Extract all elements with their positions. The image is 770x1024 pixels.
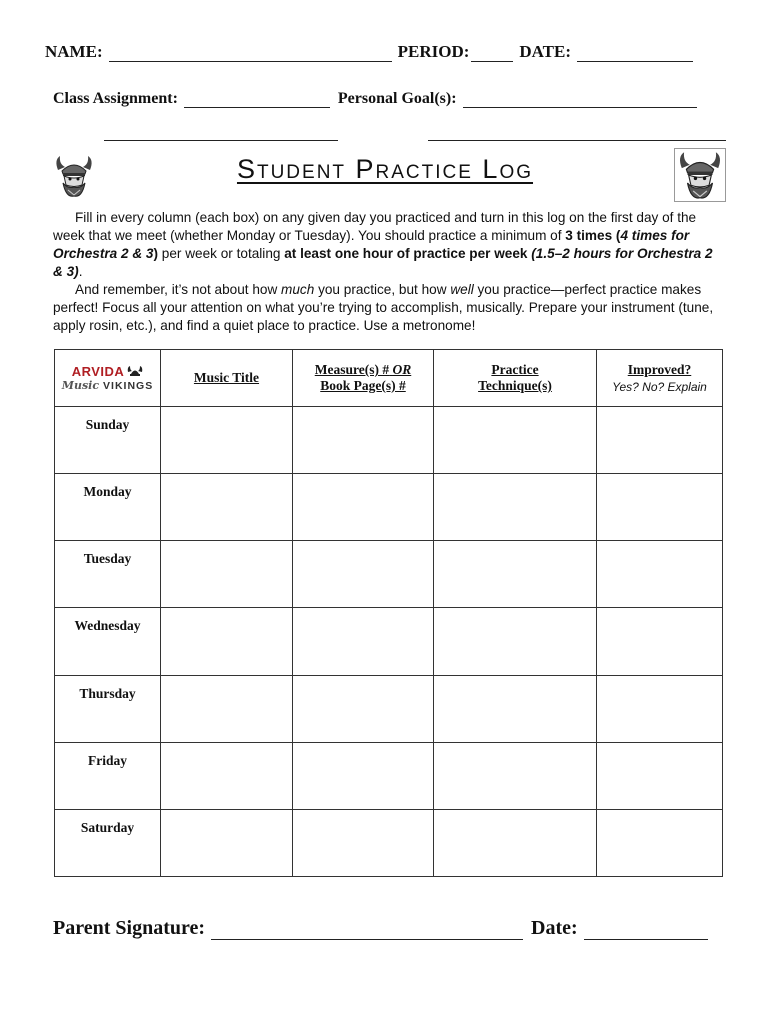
practice-technique-cell[interactable] bbox=[434, 742, 597, 809]
name-label: NAME: bbox=[45, 42, 103, 61]
practice-technique-cell[interactable] bbox=[434, 474, 597, 541]
personal-goals-field-continued[interactable] bbox=[428, 139, 726, 141]
instruction-text-run: well bbox=[450, 282, 474, 297]
instruction-text-run: much bbox=[281, 282, 315, 297]
col-header-practice-label-1: Practice bbox=[491, 362, 539, 378]
instruction-text-run: ) bbox=[153, 246, 159, 261]
improved-cell[interactable] bbox=[597, 407, 723, 474]
col-header-improved-label: Improved? bbox=[627, 362, 692, 378]
music-title-cell[interactable] bbox=[161, 541, 293, 608]
improved-cell[interactable] bbox=[597, 541, 723, 608]
footer-date-label: Date: bbox=[531, 917, 578, 939]
parent-signature-field[interactable] bbox=[211, 917, 523, 940]
practice-log-table bbox=[54, 349, 723, 877]
instruction-text-run: 3 times bbox=[565, 228, 613, 243]
practice-technique-cell[interactable] bbox=[434, 407, 597, 474]
table-row bbox=[55, 608, 723, 675]
table-row bbox=[55, 809, 723, 876]
class-assignment-label: Class Assignment: bbox=[53, 90, 178, 107]
day-label: Tuesday bbox=[55, 541, 161, 608]
arvida-logo-top bbox=[55, 364, 160, 379]
col-header-measures-label-2: Book Page(s) # bbox=[320, 378, 406, 394]
col-header-improved bbox=[597, 350, 723, 407]
viking-mascot-icon bbox=[52, 154, 96, 198]
instructions bbox=[53, 209, 723, 335]
col-header-measures-or: OR bbox=[392, 362, 412, 378]
practice-technique-cell[interactable] bbox=[434, 608, 597, 675]
signature-line bbox=[53, 917, 714, 940]
practice-technique-cell[interactable] bbox=[434, 809, 597, 876]
measures-cell[interactable] bbox=[293, 675, 434, 742]
date-label: DATE: bbox=[519, 42, 572, 61]
table-row bbox=[55, 474, 723, 541]
table-header-row bbox=[55, 350, 723, 407]
improved-cell[interactable] bbox=[597, 608, 723, 675]
instruction-text-run: And remember, it’s not about how bbox=[75, 282, 282, 297]
name-field[interactable] bbox=[109, 43, 392, 62]
table-row bbox=[55, 541, 723, 608]
instructions-paragraph-1 bbox=[53, 209, 723, 281]
col-header-music-title-label: Music Title bbox=[193, 370, 260, 386]
logo-music-text: Music bbox=[61, 379, 100, 393]
page-title: Student Practice Log bbox=[236, 154, 534, 184]
col-header-measures bbox=[293, 350, 434, 407]
day-label: Monday bbox=[55, 474, 161, 541]
arvida-logo-text: ARVIDA bbox=[71, 364, 125, 380]
class-assignment-field[interactable] bbox=[184, 89, 330, 108]
day-label: Saturday bbox=[55, 809, 161, 876]
personal-goals-label: Personal Goal(s): bbox=[337, 90, 457, 107]
music-title-cell[interactable] bbox=[161, 407, 293, 474]
measures-cell[interactable] bbox=[293, 541, 434, 608]
personal-goals-field[interactable] bbox=[463, 89, 697, 108]
instruction-text-run: per week or totaling bbox=[158, 246, 285, 261]
period-field[interactable] bbox=[471, 43, 513, 62]
logo-vikings-text: VIKINGS bbox=[103, 379, 154, 392]
arvida-logo bbox=[55, 350, 161, 407]
improved-cell[interactable] bbox=[597, 675, 723, 742]
col-header-music-title bbox=[161, 350, 293, 407]
header-line-2 bbox=[53, 89, 703, 108]
improved-cell[interactable] bbox=[597, 809, 723, 876]
date-field[interactable] bbox=[577, 43, 693, 62]
table-row bbox=[55, 407, 723, 474]
header-line-1 bbox=[45, 42, 699, 62]
viking-helmet-icon bbox=[127, 366, 143, 377]
table-row bbox=[55, 742, 723, 809]
col-header-practice-technique bbox=[434, 350, 597, 407]
day-label: Thursday bbox=[55, 675, 161, 742]
parent-signature-label: Parent Signature: bbox=[53, 917, 206, 939]
instruction-text-run: you practice, but how bbox=[314, 282, 451, 297]
instruction-text-run: . bbox=[78, 264, 83, 279]
arvida-logo-bottom bbox=[55, 379, 160, 392]
instruction-text-run: 4 times for Orchestra 2 & 3 bbox=[53, 228, 690, 261]
measures-cell[interactable] bbox=[293, 809, 434, 876]
instruction-text-run: at least one hour of practice per week bbox=[284, 246, 528, 261]
table-row bbox=[55, 675, 723, 742]
music-title-cell[interactable] bbox=[161, 608, 293, 675]
day-label: Friday bbox=[55, 742, 161, 809]
music-title-cell[interactable] bbox=[161, 742, 293, 809]
col-header-measures-label-1: Measure(s) # bbox=[314, 362, 390, 378]
instruction-text-run: you practice—perfect practice makes perfect! Focus all your attention on what you’re trying to accomplish, musically. Prepare your instrument (tune, apply rosin, etc.), and find a quiet place to practice. Use a metronome! bbox=[53, 282, 714, 333]
class-assignment-field-continued[interactable] bbox=[104, 139, 338, 141]
music-title-cell[interactable] bbox=[161, 474, 293, 541]
measures-cell[interactable] bbox=[293, 742, 434, 809]
measures-cell[interactable] bbox=[293, 407, 434, 474]
instruction-text-run: ( bbox=[612, 228, 621, 243]
practice-technique-cell[interactable] bbox=[434, 675, 597, 742]
period-label: PERIOD: bbox=[397, 42, 470, 61]
col-header-improved-sub: Yes? No? Explain bbox=[612, 380, 707, 395]
day-label: Sunday bbox=[55, 407, 161, 474]
measures-cell[interactable] bbox=[293, 474, 434, 541]
improved-cell[interactable] bbox=[597, 474, 723, 541]
viking-mascot-icon bbox=[675, 149, 725, 201]
instruction-text-run: (1.5–2 hours for Orchestra 2 & 3) bbox=[53, 246, 713, 279]
music-title-cell[interactable] bbox=[161, 809, 293, 876]
instruction-text-run: Fill in every column (each box) on any given day you practiced and turn in this log on the first day of the week that we meet (whether Monday or Tuesday). You should practice a minimum of bbox=[53, 210, 697, 243]
day-label: Wednesday bbox=[55, 608, 161, 675]
music-title-cell[interactable] bbox=[161, 675, 293, 742]
instructions-paragraph-2 bbox=[53, 281, 723, 335]
measures-cell[interactable] bbox=[293, 608, 434, 675]
footer-date-field[interactable] bbox=[584, 917, 708, 940]
col-header-practice-label-2: Technique(s) bbox=[478, 378, 552, 394]
practice-technique-cell[interactable] bbox=[434, 541, 597, 608]
viking-mascot-frame bbox=[674, 148, 726, 202]
improved-cell[interactable] bbox=[597, 742, 723, 809]
